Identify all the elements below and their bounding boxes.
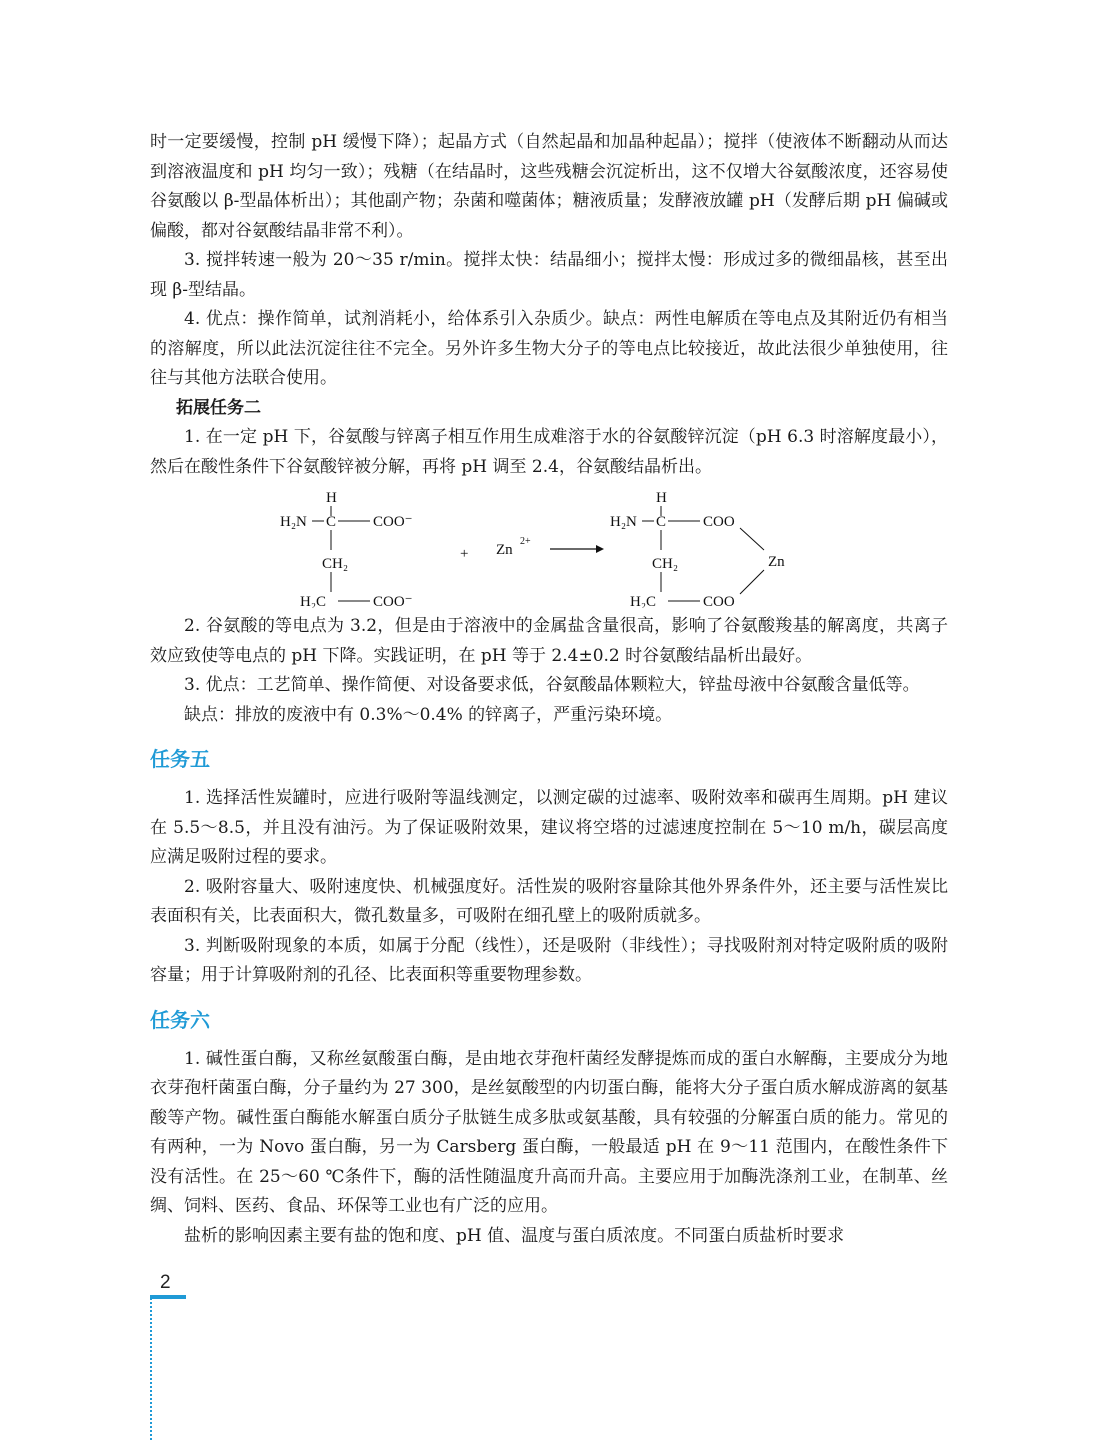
formula-ch2-right: CH₂ [652, 556, 679, 572]
paragraph-extension-2: 2. 谷氨酸的等电点为 3.2，但是由于溶液中的金属盐含量很高，影响了谷氨酸羧基的解离度，共离子效应致使等电点的 pH 下降。实践证明，在 pH 等于 2.4±0.2 时谷氨酸结晶析出最好。 [150, 616, 948, 666]
formula-h2c-right: H₂C [630, 594, 657, 608]
bond-line [740, 570, 764, 594]
page-margin-dotted-line [150, 1295, 152, 1440]
paragraph-pros-cons: 4. 优点：操作简单，试剂消耗小，给体系引入杂质少。缺点：两性电解质在等电点及其附近仍有相当的溶解度，所以此法沉淀往往不完全。另外许多生物大分子的等电点比较接近，故此法很少单独使用，往往与其他方法联合使用。 [150, 309, 948, 388]
formula-ch2-left: CH₂ [322, 556, 349, 572]
formula-h2c-left: H₂C [300, 594, 327, 608]
bond-line [740, 528, 764, 550]
paragraph-extension-1: 1. 在一定 pH 下，谷氨酸与锌离子相互作用生成难溶于水的谷氨酸锌沉淀（pH 6.3 时溶解度最小），然后在酸性条件下谷氨酸锌被分解，再将 pH 调至 2.4，谷氨酸结晶析出。 [150, 427, 948, 477]
paragraph-continuation: 时一定要缓慢，控制 pH 缓慢下降）；起晶方式（自然起晶和加晶种起晶）；搅拌（使液体不断翻动从而达到溶液温度和 pH 均匀一致）；残糖（在结晶时，这些残糖会沉淀析出，这不仅增大谷氨酸浓度，还容易使谷氨酸以 β-型晶体析出）；其他副产物；杂菌和噬菌体；糖液质量；发酵液放罐 pH（发酵后期 pH 偏碱或偏酸，都对谷氨酸结晶非常不利）。 [150, 132, 948, 241]
reaction-formula [150, 488, 948, 608]
formula-h2n-left: H₂N [280, 514, 307, 530]
reaction-arrow-head [596, 545, 604, 553]
formula-c-left: C [326, 514, 337, 530]
formula-zn-ion: Zn [496, 542, 513, 558]
formula-h-right: H [656, 490, 667, 506]
formula-zn-bound: Zn [768, 554, 785, 570]
paragraph-task5-3: 3. 判断吸附现象的本质，如属于分配（线性），还是吸附（非线性）；寻找吸附剂对特定吸附质的吸附容量；用于计算吸附剂的孔径、比表面积等重要物理参数。 [150, 935, 948, 985]
formula-h-left: H [326, 490, 337, 506]
paragraph-task5-2: 2. 吸附容量大、吸附速度快、机械强度好。活性炭的吸附容量除其他外界条件外，还主要与活性炭比表面积有关，比表面积大，微孔数量多，可吸附在细孔壁上的吸附质就多。 [150, 876, 948, 926]
paragraph-stirring: 3. 搅拌转速一般为 20～35 r/min。搅拌太快：结晶细小；搅拌太慢：形成过多的微细晶核，甚至出现 β-型结晶。 [150, 250, 948, 300]
formula-c-right: C [656, 514, 667, 530]
page-number-rule [150, 1295, 186, 1299]
section-title-task-5: 任务五 [150, 747, 210, 771]
section-title-task-6: 任务六 [150, 1007, 210, 1032]
paragraph-task6-1: 1. 碱性蛋白酶，又称丝氨酸蛋白酶，是由地衣芽孢杆菌经发酵提炼而成的蛋白水解酶，主要成分为地衣芽孢杆菌蛋白酶，分子量约为 27 300，是丝氨酸型的内切蛋白酶，能将大分子蛋白质水解成游离的氨基酸等产物。碱性蛋白酶能水解蛋白质分子肽链生成多肽或氨基酸，具有较强的分解蛋白质的能力。常见的有两种，一为 Novo 蛋白酶，另一为 Carsberg 蛋白酶，一般最适 pH 在 9～11 范围内，在酸性条件下没有活性。在 25～60 ℃条件下，酶的活性随温度升高而升高。主要应用于加酶洗涤剂工业，在制革、丝绸、饲料、医药、食品、环保等工业也有广泛的应用。 [150, 1048, 948, 1216]
formula-plus: + [460, 546, 469, 562]
page-content [150, 128, 948, 1251]
paragraph-extension-3: 3. 优点：工艺简单、操作简便、对设备要求低，谷氨酸晶体颗粒大，锌盐母液中谷氨酸含量低等。 [184, 675, 920, 695]
formula-coo-top-right: COO [703, 514, 735, 530]
formula-coo-bottom-right: COO [703, 594, 735, 608]
formula-zn-charge: 2+ [520, 536, 531, 547]
paragraph-task5-1: 1. 选择活性炭罐时，应进行吸附等温线测定，以测定碳的过滤率、吸附效率和碳再生周期。pH 建议在 5.5～8.5，并且没有油污。为了保证吸附效果，建议将空塔的过滤速度控制在 5～10 m/h，碳层高度应满足吸附过程的要求。 [150, 788, 948, 867]
formula-coo-minus-bottom-left: COO⁻ [373, 594, 413, 608]
subheading-extension-task-2: 拓展任务二 [176, 397, 261, 418]
formula-coo-minus-top-left: COO⁻ [373, 514, 413, 530]
page-number: 2 [160, 1272, 171, 1293]
reaction-diagram [260, 488, 820, 608]
paragraph-extension-drawback: 缺点：排放的废液中有 0.3%～0.4% 的锌离子，严重污染环境。 [184, 704, 673, 725]
paragraph-task6-2: 盐析的影响因素主要有盐的饱和度、pH 值、温度与蛋白质浓度。不同蛋白质盐析时要求 [184, 1225, 845, 1246]
formula-h2n-right: H₂N [610, 514, 637, 530]
